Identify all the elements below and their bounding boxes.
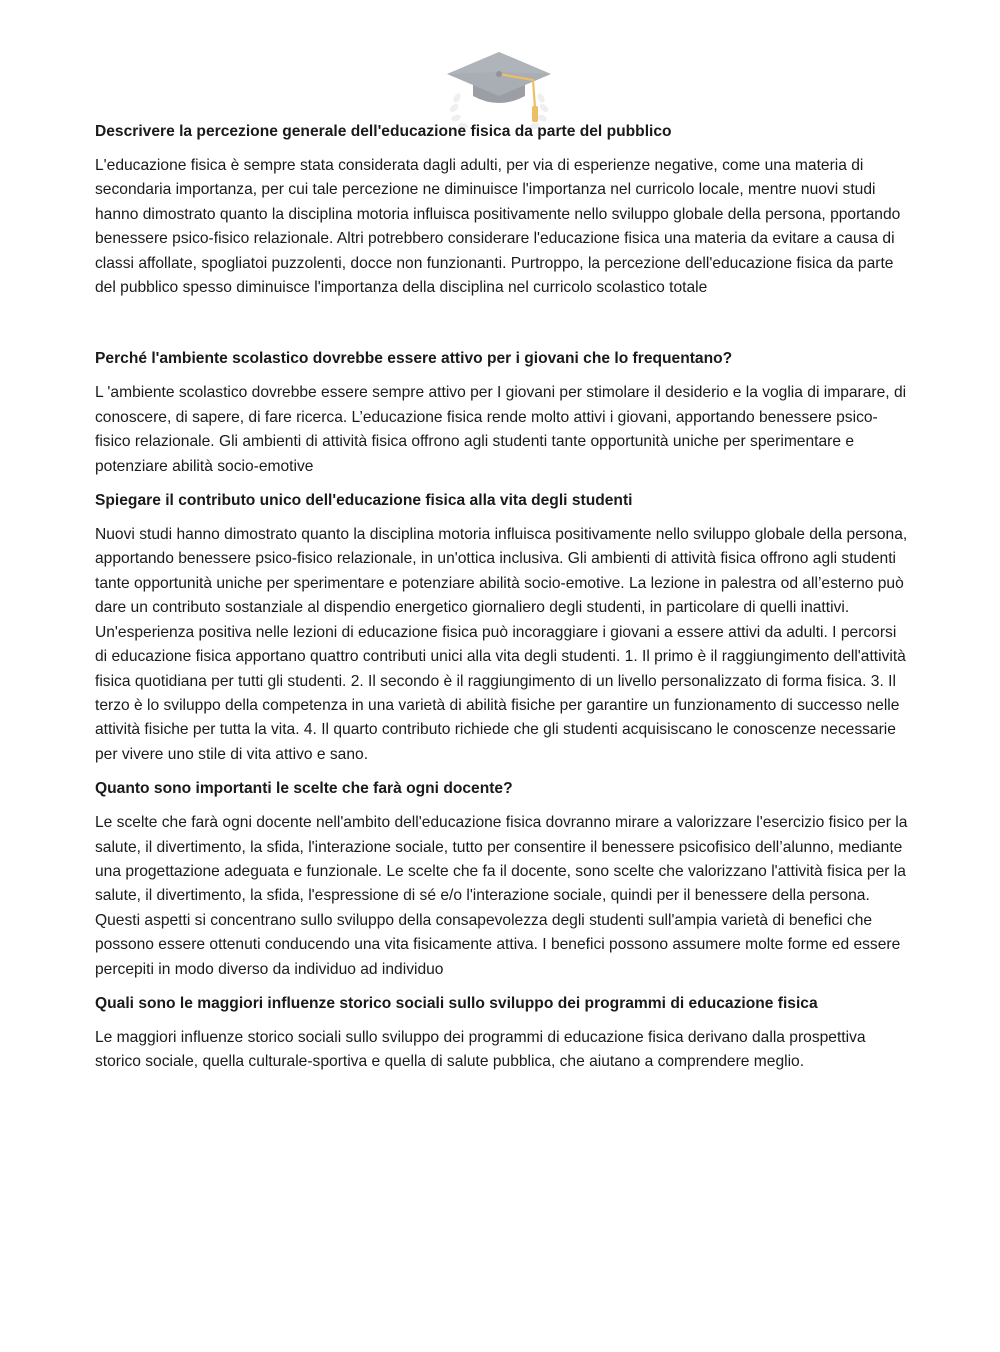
- section-paragraph: L 'ambiente scolastico dovrebbe essere sempre attivo per I giovani per stimolare il desiderio e la voglia di imparare, di conoscere, di sapere, di fare ricerca. L’educazione fisica rende molto attivi i giovani, apportando benessere psico-fisico relazionale. Gli ambienti di attività fisica offrono agli studenti tante opportunità uniche per sperimentare e potenziare abilità socio-emotive: [95, 384, 907, 475]
- section-heading: Spiegare il contributo unico dell'educazione fisica alla vita degli studenti: [95, 492, 633, 510]
- section-heading: Perché l'ambiente scolastico dovrebbe essere attivo per i giovani che lo frequentano?: [95, 350, 733, 368]
- section-paragraph: L'educazione fisica è sempre stata considerata dagli adulti, per via di esperienze negative, come una materia di secondaria importanza, per cui tale percezione ne diminuisce l'importanza nel curricolo locale, mentre nuovi studi hanno dimostrato quanto la disciplina motoria influisca positivamente nello sviluppo globale della persona, pportando benessere psico-fisico relazionale. Altri potrebbero considerare l'educazione fisica una materia da evitare a causa di classi affollate, spogliatoi puzzolenti, docce non funzionanti. Purtroppo, la percezione dell'educazione fisica da parte del pubblico spesso diminuisce l'importanza della disciplina nel curricolo scolastico totale: [95, 157, 901, 297]
- section-heading: Descrivere la percezione generale dell'educazione fisica da parte del pubblico: [95, 123, 672, 140]
- section-heading: Quanto sono importanti le scelte che farà ogni docente?: [95, 780, 513, 798]
- section-heading: Quali sono le maggiori influenze storico sociali sullo sviluppo dei programmi di educazione fisica: [95, 994, 818, 1012]
- document-body: [95, 120, 910, 1075]
- section-paragraph: Le maggiori influenze storico sociali sullo sviluppo dei programmi di educazione fisica derivano dalla prospettiva storico sociale, quella culturale-sportiva e quella di salute pubblica, che aiutano a comprendere meglio.: [95, 1028, 866, 1071]
- section-paragraph: Nuovi studi hanno dimostrato quanto la disciplina motoria influisca positivamente nello sviluppo globale della persona, apportando benessere psico-fisico relazionale, in un'ottica inclusiva. Gli ambienti di attività fisica offrono agli studenti tante opportunità uniche per sperimentare e potenziare abilità socio-emotive. La lezione in palestra od all’esterno può dare un contributo sostanziale al dispendio energetico giornaliero degli studenti, in particolare di quelli inattivi. Un'esperienza positiva nelle lezioni di educazione fisica può incoraggiare i giovani a essere attivi da adulti. I percorsi di educazione fisica apportano quattro contributi unici alla vita degli studenti. 1. Il primo è il raggiungimento dell'attività fisica quotidiana per tutti gli studenti. 2. Il secondo è il raggiungimento di un livello personalizzato di forma fisica. 3. Il terzo è lo sviluppo della competenza in una varietà di abilità fisiche per garantire un funzionamento di successo nelle attività fisiche per tutta la vita. 4. Il quarto contributo richiede che gli studenti acquisiscano le conoscenze necessarie per vivere uno stile di vita attivo e sano.: [95, 526, 908, 763]
- section-paragraph: Le scelte che farà ogni docente nell'ambito dell'educazione fisica dovranno mirare a valorizzare l'esercizio fisico per la salute, il divertimento, la sfida, l'interazione sociale, tutto per consentire il benessere psicofisico dell’alunno, mediante una progettazione adeguata e funzionale. Le scelte che fa il docente, sono scelte che valorizzano l'attività fisica per la salute, il divertimento, la sfida, l'espressione di sé e/o l'interazione sociale, quindi per il benessere della persona. Questi aspetti si concentrano sullo sviluppo della consapevolezza degli studenti sull'ampia varietà di benefici che possono essere ottenuti conducendo una vita fisicamente attiva. I benefici possono assumere molte forme ed essere percepiti in modo diverso da individuo ad individuo: [95, 814, 908, 978]
